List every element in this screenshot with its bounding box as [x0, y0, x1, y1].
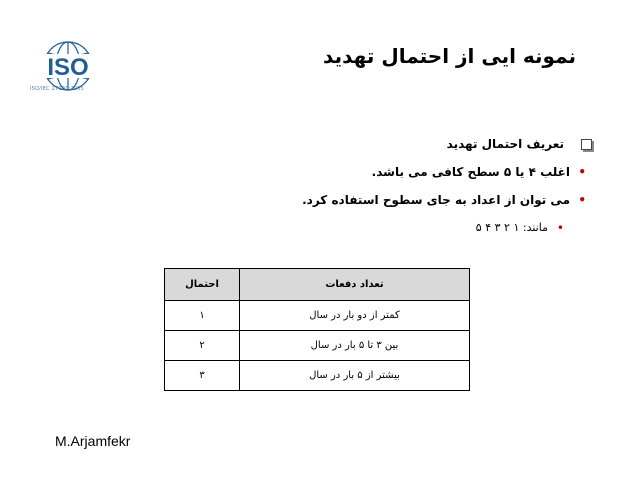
table-cell: کمتر از دو بار در سال	[240, 301, 470, 331]
table-header-row	[165, 269, 470, 301]
sub-bullet-text: مانند: ۱ ۲ ۳ ۴ ۵	[475, 221, 548, 234]
bullet-dot-icon: •	[578, 165, 586, 179]
heading-text: تعریف احتمال تهدید	[446, 137, 564, 151]
probability-table	[164, 268, 470, 391]
checkbox-icon	[581, 139, 592, 150]
table-row	[165, 361, 470, 391]
sub-bullet-item	[302, 218, 592, 238]
heading-item	[302, 134, 592, 154]
table-cell: ۱	[165, 301, 240, 331]
bullet-item	[302, 190, 592, 210]
table-cell: ۳	[165, 361, 240, 391]
slide-title: نمونه ایی از احتمال تهدید	[323, 44, 576, 68]
table-row	[165, 331, 470, 361]
bullet-item	[302, 162, 592, 182]
table-row	[165, 301, 470, 331]
bullet-dot-icon: •	[578, 193, 586, 207]
table-cell: بین ۳ تا ۵ بار در سال	[240, 331, 470, 361]
table-cell: بیشتر از ۵ بار در سال	[240, 361, 470, 391]
bullet-text: می توان از اعداد به جای سطوح استفاده کرد.	[302, 193, 570, 207]
table-cell: ۲	[165, 331, 240, 361]
bullet-dot-icon: •	[556, 221, 564, 235]
author-name: M.Arjamfekr	[55, 433, 131, 449]
bullet-text: اغلب ۴ یا ۵ سطح کافی می باشد.	[371, 165, 570, 179]
logo-caption: ISO/IEC 27001:2005	[30, 86, 84, 92]
iso-logo-text: ISO	[47, 54, 89, 81]
header-frequency: تعداد دفعات	[240, 269, 470, 301]
header-probability: احتمال	[165, 269, 240, 301]
content-list	[302, 134, 592, 238]
